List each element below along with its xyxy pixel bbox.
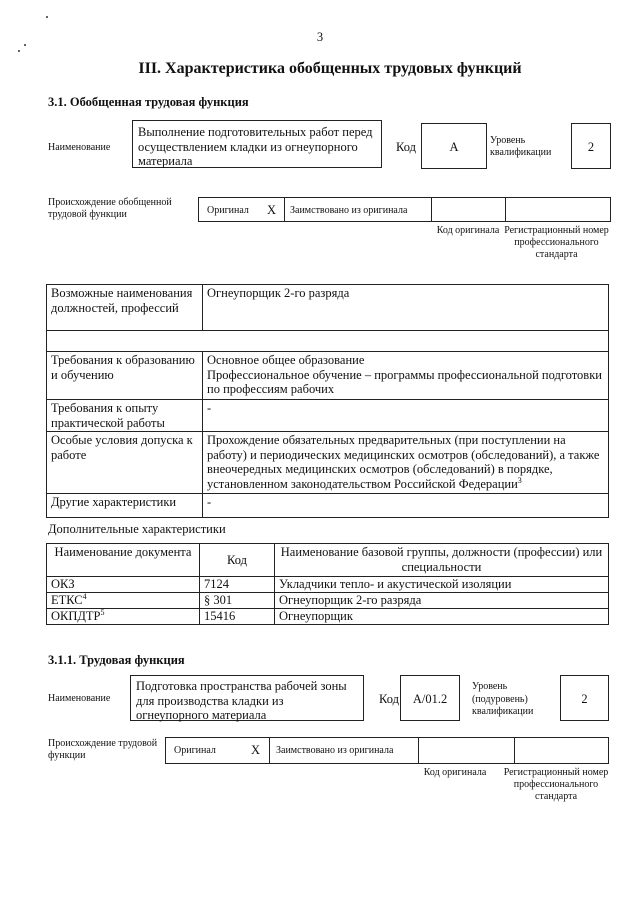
gtf-reg-caption: Регистрационный номер профессионального стандарта — [504, 225, 609, 260]
tf-name-label: Наименование — [48, 693, 111, 704]
table-row — [47, 400, 609, 432]
footnote-ref: 3 — [517, 475, 522, 485]
name-cell: Укладчики тепло- и акустической изоляции — [275, 577, 609, 593]
doc-name: ЕТКС — [51, 593, 83, 607]
additional-table — [46, 543, 609, 625]
row-label: Требования к опыту практической работы — [47, 400, 203, 432]
section-title: III. Характеристика обобщенных трудовых функций — [138, 60, 522, 77]
doc-cell — [47, 577, 200, 593]
gtf-original-mark: X — [267, 203, 277, 217]
tf-code-value: А/01.2 — [400, 675, 460, 721]
gtf-origin-table — [198, 197, 611, 222]
tf-origin-table — [165, 737, 609, 764]
gtf-borrowed-label: Заимствовано из оригинала — [290, 205, 408, 216]
table-row — [47, 432, 609, 494]
table-row — [47, 285, 609, 331]
doc-name: ОКПДТР — [51, 609, 101, 623]
row-value — [203, 352, 609, 400]
tf-name-value: Подготовка пространства рабочей зоны для производства кладки из огнеупорного материала — [130, 675, 364, 721]
gtf-level-label: Уровень квалификации — [490, 135, 552, 158]
doc-cell — [47, 593, 200, 609]
tf-level-value: 2 — [560, 675, 609, 721]
footnote-ref: 4 — [82, 591, 87, 601]
tf-borrowed-label: Заимствовано из оригинала — [276, 745, 394, 756]
tf-code-label: Код — [379, 692, 399, 706]
gtf-heading: 3.1. Обобщенная трудовая функция — [48, 95, 249, 109]
row-label: Возможные наименования должностей, профессий — [47, 285, 203, 331]
tf-code-caption: Код оригинала — [423, 767, 487, 778]
col-header: Код — [200, 544, 275, 577]
table-row — [47, 609, 609, 625]
cell-divider — [505, 198, 506, 221]
cell-divider — [418, 738, 419, 763]
gtf-code-caption: Код оригинала — [436, 225, 500, 236]
doc-cell — [47, 609, 200, 625]
footnote-ref: 5 — [100, 607, 105, 617]
tf-reg-caption: Регистрационный номер профессионального стандарта — [503, 767, 609, 802]
table-row — [47, 577, 609, 593]
table-row — [47, 352, 609, 400]
row-label: Требования к образованию и обучению — [47, 352, 203, 400]
gtf-level-value: 2 — [571, 123, 611, 169]
gtf-code-label: Код — [396, 140, 416, 154]
table-row — [47, 593, 609, 609]
row-value: - — [203, 400, 609, 432]
name-cell: Огнеупорщик 2-го разряда — [275, 593, 609, 609]
table-header-row — [47, 544, 609, 577]
table-row — [47, 494, 609, 518]
doc-name: ОКЗ — [51, 577, 75, 591]
gtf-origin-label: Происхождение обобщенной трудовой функции — [48, 197, 172, 220]
gtf-name-label: Наименование — [48, 142, 111, 153]
tf-level-label: Уровень (подуровень) квалификации — [472, 681, 534, 717]
cell-divider — [269, 738, 270, 763]
gtf-main-table — [46, 284, 609, 518]
tf-heading: 3.1.1. Трудовая функция — [48, 653, 185, 667]
row-value-line: Основное общее образование — [207, 353, 365, 367]
row-value: - — [203, 494, 609, 518]
additional-heading: Дополнительные характеристики — [48, 522, 226, 536]
row-value-text: Прохождение обязательных предварительных (при поступлении на работу) и периодических медицинских осмотров (обследований), а также внеочередных медицинских осмотров (обследований) в порядке, установленном законодательством Российской Федерации — [207, 433, 600, 491]
cell-divider — [431, 198, 432, 221]
row-value — [203, 432, 609, 494]
gtf-original-label: Оригинал — [207, 205, 249, 216]
code-cell: 15416 — [200, 609, 275, 625]
col-header: Наименование документа — [47, 544, 200, 577]
tf-original-mark: X — [251, 743, 261, 757]
row-label: Особые условия допуска к работе — [47, 432, 203, 494]
name-cell: Огнеупорщик — [275, 609, 609, 625]
gtf-code-value: А — [421, 123, 487, 169]
tf-origin-label: Происхождение трудовой функции — [48, 738, 158, 761]
cell-divider — [284, 198, 285, 221]
scan-speck — [18, 50, 20, 52]
col-header: Наименование базовой группы, должности (профессии) или специальности — [275, 544, 609, 577]
scan-speck — [46, 16, 48, 18]
cell-divider — [514, 738, 515, 763]
scan-speck — [24, 44, 26, 46]
row-value-line: Профессиональное обучение – программы профессиональной подготовки по профессиям рабочих — [207, 367, 602, 396]
code-cell: 7124 — [200, 577, 275, 593]
gtf-name-value: Выполнение подготовительных работ перед осуществлением кладки из огнеупорного материала — [132, 120, 382, 168]
table-row-empty — [47, 331, 609, 352]
page-number: 3 — [316, 30, 324, 44]
row-value: Огнеупорщик 2-го разряда — [203, 285, 609, 331]
code-cell: § 301 — [200, 593, 275, 609]
row-label: Другие характеристики — [47, 494, 203, 518]
tf-original-label: Оригинал — [174, 745, 216, 756]
